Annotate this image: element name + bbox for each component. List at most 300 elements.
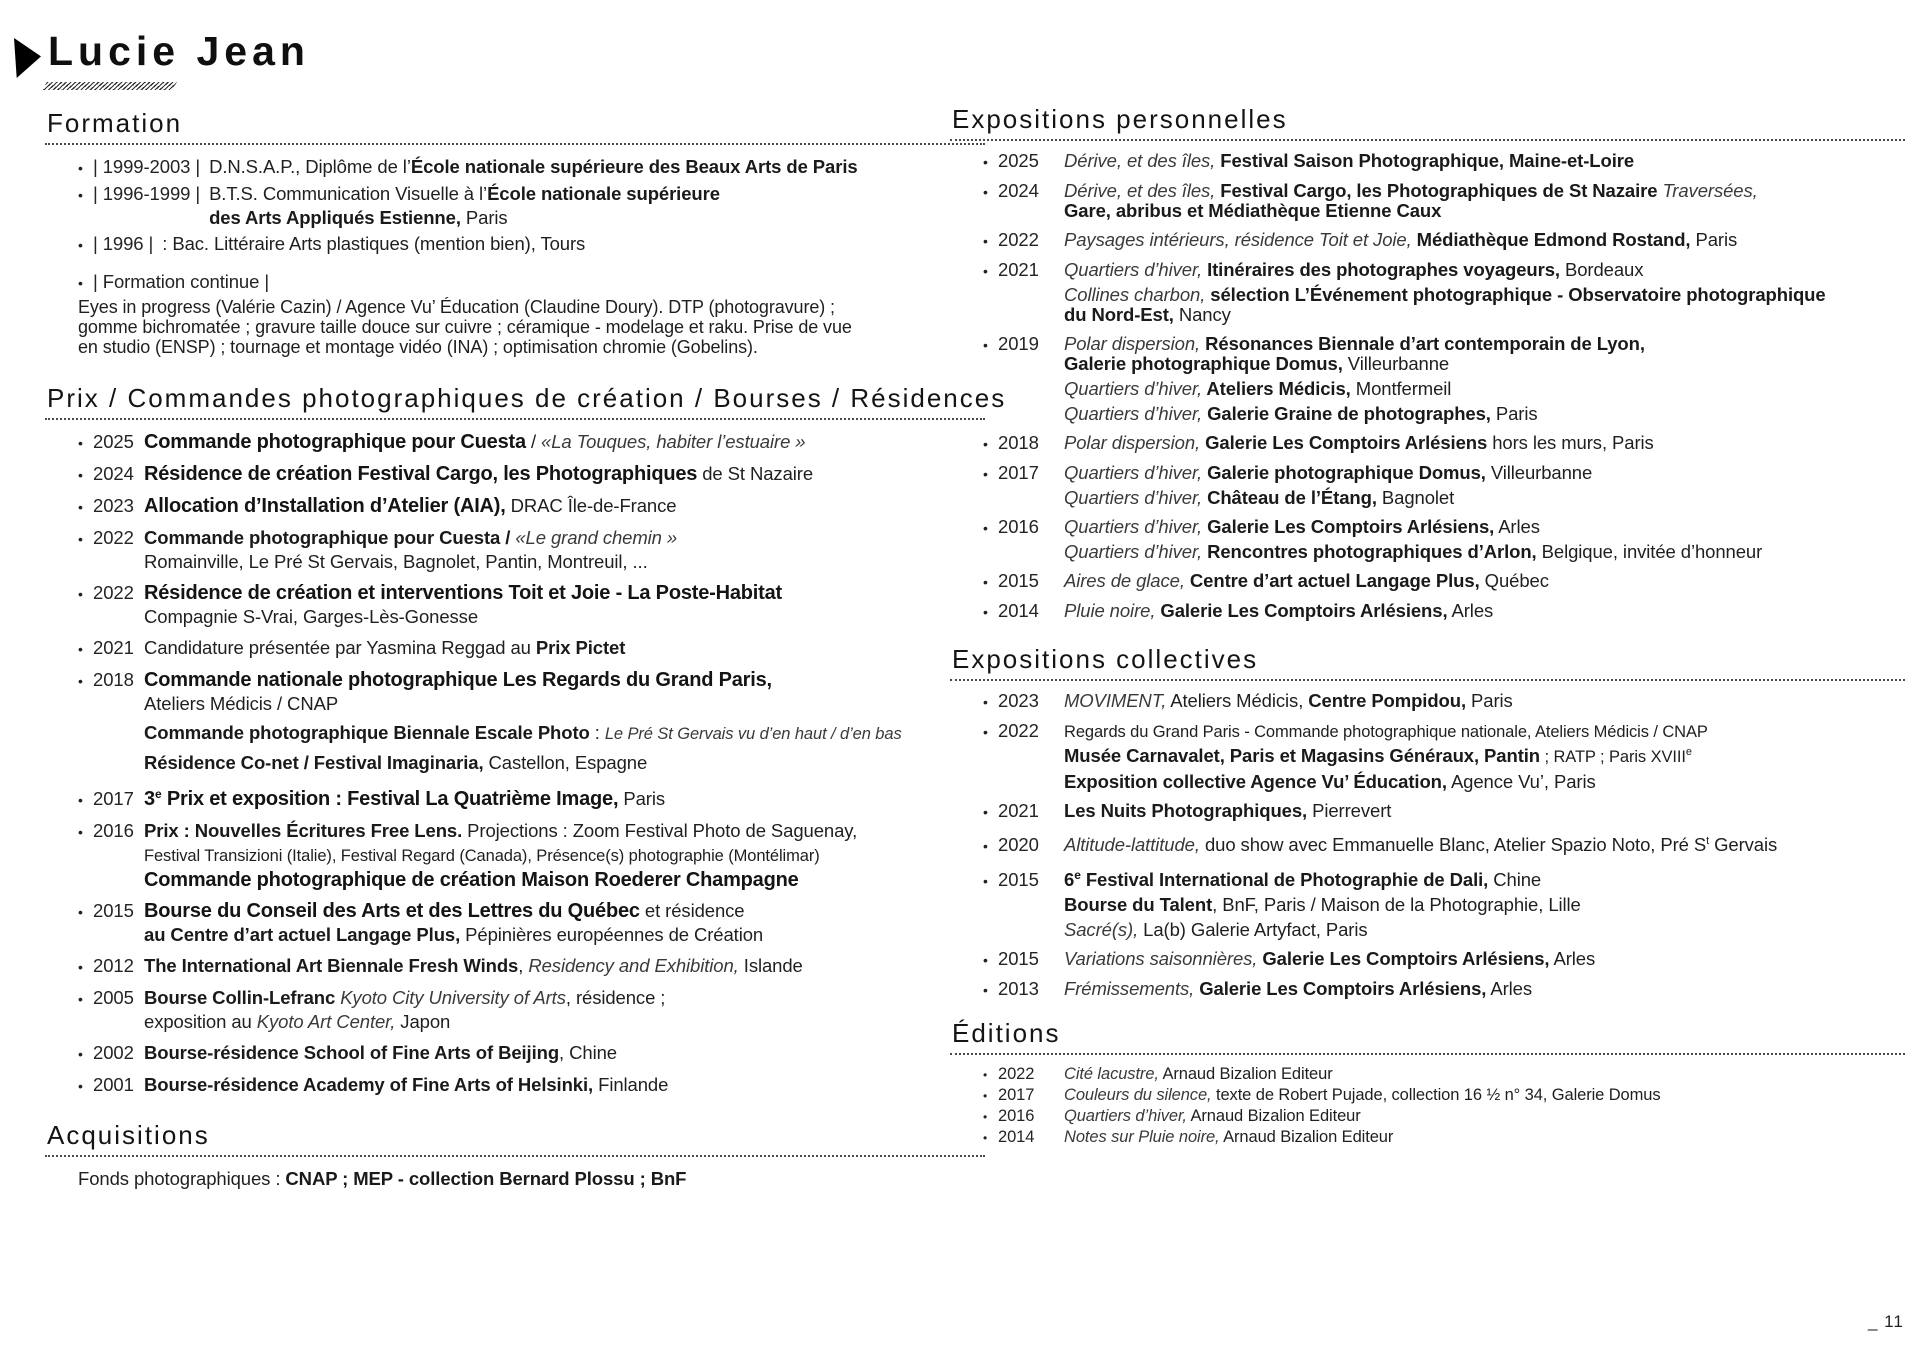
entry-year: 2023 [93, 495, 134, 516]
text-segment: Belgique, invitée d’honneur [1536, 541, 1763, 562]
entry-row [983, 181, 1905, 221]
entry-row [983, 865, 1905, 940]
entry-text [1064, 334, 1645, 424]
entry-text [1064, 691, 1513, 711]
entry-text [78, 1167, 985, 1191]
text-segment: Galerie Les Comptoirs Arlésiens, [1202, 516, 1495, 537]
entry-text [209, 155, 858, 179]
bullet-icon: • [78, 237, 83, 253]
entry-row [983, 433, 1905, 454]
entry-row [983, 1065, 1905, 1085]
text-segment: Nancy [1173, 304, 1231, 325]
entry-text [144, 1041, 617, 1065]
formation-list [45, 155, 985, 357]
text-segment: DRAC Île-de-France [505, 495, 677, 516]
text-segment: de St Nazaire [697, 463, 814, 484]
entry-row [78, 1073, 985, 1098]
bullet-icon: • [78, 673, 83, 689]
section-title-formation: Formation [45, 108, 985, 145]
bullet-icon: • [983, 838, 988, 855]
bullet-icon: • [983, 263, 988, 279]
text-segment: Galerie Graine de photographes, [1202, 403, 1491, 424]
text-segment: Quartiers d’hiver, [1064, 403, 1203, 424]
text-segment: Polar dispersion, [1064, 432, 1201, 453]
entry-row [78, 899, 985, 947]
entry-year: 2018 [998, 432, 1039, 453]
entry-row [78, 819, 985, 892]
text-segment: sélection L’Événement photographique - Observatoire photographique [1205, 284, 1826, 305]
entry-year: 2021 [998, 800, 1039, 822]
person-name: Lucie Jean [48, 28, 310, 74]
text-segment: Gervais [1709, 834, 1778, 856]
text-segment: , BnF, Paris / Maison de la Photographie, Lille [1212, 894, 1581, 916]
entry-row [78, 182, 985, 230]
text-segment: Quartiers d’hiver, [1064, 487, 1203, 508]
text-segment: Sacré(s), [1064, 919, 1139, 941]
entry-text [209, 182, 720, 230]
header [48, 28, 310, 90]
section-expositions-personnelles [950, 104, 1905, 622]
text-segment: Arnaud Bizalion Editeur [1158, 1065, 1333, 1084]
entry-text [1064, 979, 1532, 999]
text-segment: Médiathèque Edmond Rostand, [1411, 229, 1691, 250]
bullet-icon: • [983, 154, 988, 170]
hatch-divider [42, 82, 177, 90]
text-segment: Montfermeil [1350, 378, 1452, 399]
text-segment: Le Pré St Gervais vu d’en haut / d’en bas [604, 725, 902, 743]
text-segment: en studio (ENSP) ; tournage et montage vidéo (INA) ; optimisation chromie (Gobelins). [78, 337, 758, 357]
text-segment: Kyoto Art Center, [256, 1011, 396, 1033]
entry-text [144, 636, 625, 660]
bullet-icon: • [983, 466, 988, 482]
right-column [950, 104, 1905, 1149]
text-segment: Commande nationale photographique Les Regards du Grand Paris, [144, 669, 772, 691]
text-segment: , Chine [559, 1042, 617, 1064]
editions-list [950, 1065, 1905, 1148]
entry-row [983, 1107, 1905, 1127]
text-segment: Arles [1486, 978, 1532, 1000]
entry-row [78, 270, 985, 295]
text-segment: Japon [395, 1011, 451, 1033]
text-segment: «La Touques, habiter l’estuaire » [541, 431, 806, 452]
text-segment: Polar dispersion, [1064, 333, 1201, 354]
bullet-icon: • [78, 531, 83, 547]
entry-row [983, 1128, 1905, 1148]
entry-row [78, 462, 985, 487]
text-segment: Arles [1549, 948, 1596, 970]
bullet-icon: • [983, 436, 988, 452]
bullet-icon: • [983, 952, 988, 969]
bullet-icon: • [983, 233, 988, 249]
text-segment: : [589, 722, 605, 743]
entry-text [1064, 517, 1762, 562]
text-segment: ; RATP ; Paris XVIII [1540, 748, 1686, 767]
entry-text [144, 494, 676, 518]
text-segment: Commande photographique Biennale Escale Photo [144, 722, 590, 743]
entry-text [1064, 230, 1737, 250]
text-segment: Villeurbanne [1485, 462, 1593, 483]
bullet-icon: • [78, 586, 83, 602]
text-segment: Galerie Les Comptoirs Arlésiens, [1257, 948, 1550, 970]
bullet-icon: • [78, 824, 83, 841]
bullet-icon: • [78, 641, 83, 657]
text-segment: : Bac. Littéraire Arts plastiques (mention bien), Tours [162, 233, 586, 254]
text-segment: e [154, 787, 162, 801]
bullet-icon: • [983, 724, 988, 740]
text-segment: gomme bichromatée ; gravure taille douce sur cuivre ; céramique - modelage et raku. Prise de vue [78, 317, 852, 337]
entry-period: | 1999-2003 | [93, 156, 201, 177]
text-segment: Variations saisonnières, [1064, 948, 1258, 970]
text-segment: Paris [618, 788, 666, 810]
entry-text [144, 986, 665, 1034]
entry-row [78, 581, 985, 629]
text-segment: Cité lacustre, [1064, 1065, 1159, 1084]
bullet-icon: • [983, 982, 988, 999]
entry-text [1064, 151, 1634, 171]
entry-row [78, 986, 985, 1034]
entry-row [983, 517, 1905, 562]
text-segment: Prix Pictet [535, 637, 626, 658]
entry-period: | Formation continue | [93, 271, 270, 292]
text-segment: Résidence Co-net / Festival Imaginaria, [144, 752, 484, 773]
text-segment: Rencontres photographiques d’Arlon, [1202, 541, 1537, 562]
text-segment: Pépinières européennes de Création [460, 924, 764, 946]
text-segment: Compagnie S-Vrai, Garges-Lès-Gonesse [144, 606, 479, 627]
entry-year: 2022 [998, 1065, 1035, 1084]
entry-text [1064, 801, 1391, 821]
bullet-icon: • [78, 792, 83, 809]
section-acquisitions [45, 1120, 985, 1191]
entry-year: 2017 [93, 788, 134, 810]
entry-year: 2024 [998, 180, 1039, 201]
text-segment: La(b) Galerie Artyfact, Paris [1138, 919, 1368, 941]
text-segment: Résonances Biennale d’art contemporain de Lyon, [1200, 333, 1645, 354]
entry-period: | 1996 | [93, 233, 154, 254]
text-segment: Les Nuits Photographiques, [1064, 800, 1308, 822]
entry-row [78, 297, 985, 357]
entry-row [983, 571, 1905, 592]
text-segment: Quartiers d’hiver, [1064, 1107, 1187, 1126]
entry-row [983, 949, 1905, 970]
bullet-icon: • [78, 187, 83, 203]
entry-row [78, 430, 985, 455]
bullet-icon: • [983, 184, 988, 200]
text-segment: Quartiers d’hiver, [1064, 462, 1203, 483]
entry-year: 2021 [998, 259, 1039, 280]
section-title-editions: Éditions [950, 1018, 1905, 1055]
entry-text [1064, 865, 1581, 940]
text-segment: Dérive, et des îles, [1064, 150, 1216, 171]
text-segment: Quartiers d’hiver, [1064, 259, 1203, 280]
text-segment: Bourse du Talent [1064, 894, 1213, 916]
entry-year: 2014 [998, 1128, 1035, 1147]
bullet-icon: • [983, 1068, 988, 1083]
entry-year: 2014 [998, 600, 1039, 621]
text-segment: Commande photographique pour Cuesta [144, 431, 526, 453]
entry-text [1064, 1086, 1661, 1105]
text-segment: Couleurs du silence, [1064, 1086, 1212, 1105]
text-segment: Aires de glace, [1064, 570, 1185, 591]
entry-row [78, 636, 985, 661]
entry-row [78, 526, 985, 574]
text-segment: Quartiers d’hiver, [1064, 516, 1203, 537]
text-segment: et résidence [639, 900, 745, 922]
text-segment: Kyoto City University of Arts [340, 987, 566, 1009]
text-segment: École nationale supérieure des Beaux Arts de Paris [410, 156, 858, 177]
text-segment: Commande photographique de création Maison Roederer Champagne [144, 869, 799, 892]
entry-year: 2001 [93, 1074, 134, 1096]
paragraph-gap [144, 716, 902, 721]
text-segment: Candidature présentée par Yasmina Reggad au [144, 637, 536, 658]
entry-row [983, 334, 1905, 424]
text-segment: Finlande [593, 1074, 669, 1096]
bullet-icon: • [78, 160, 83, 176]
text-segment: 3 [144, 788, 155, 811]
text-segment: Québec [1479, 570, 1549, 591]
entry-text [1064, 260, 1826, 325]
entry-text [144, 782, 665, 811]
text-segment: MOVIMENT, [1064, 690, 1167, 711]
section-title-expositions-collectives: Expositions collectives [950, 644, 1905, 681]
text-segment: Festival Transizioni (Italie), Festival Regard (Canada), Présence(s) photographie (Montélimar) [144, 847, 820, 866]
text-segment: Bourse du Conseil des Arts et des Lettres du Québec [144, 900, 640, 923]
entry-row [983, 801, 1905, 822]
text-segment: exposition au [144, 1011, 257, 1033]
entry-text [1064, 181, 1758, 221]
text-segment: Festival International de Photographie de Dali, [1080, 869, 1489, 891]
bullet-icon: • [983, 574, 988, 590]
text-segment: Collines charbon, [1064, 284, 1206, 305]
entry-row [78, 668, 985, 775]
entry-year: 2016 [93, 820, 134, 842]
text-segment: , [518, 955, 529, 977]
entry-year: 2015 [93, 900, 134, 922]
expositions-collectives-list [950, 691, 1905, 1000]
text-segment: Galerie Les Comptoirs Arlésiens, [1194, 978, 1487, 1000]
entry-year: 2018 [93, 669, 134, 690]
text-segment: Eyes in progress (Valérie Cazin) / Agence Vu’ Éducation (Claudine Doury). DTP (photogravure) ; [78, 297, 835, 317]
text-segment: Ateliers Médicis, [1166, 690, 1309, 711]
text-segment: Ateliers Médicis, [1202, 378, 1351, 399]
entry-row [983, 979, 1905, 1000]
text-segment: Centre d’art actuel Langage Plus, [1184, 570, 1480, 591]
text-segment: Commande photographique pour Cuesta / [144, 527, 516, 548]
entry-text [144, 1073, 668, 1097]
entry-text [144, 430, 806, 454]
entry-text [144, 526, 677, 574]
entry-text [144, 581, 782, 629]
text-segment: École nationale supérieure [487, 183, 720, 204]
text-segment: Bagnolet [1376, 487, 1455, 508]
text-segment: D.N.S.A.P., Diplôme de l’ [209, 156, 411, 177]
section-editions [950, 1018, 1905, 1148]
text-segment: Romainville, Le Pré St Gervais, Bagnolet, Pantin, Montreuil, ... [144, 551, 648, 572]
entry-text [1064, 1107, 1361, 1126]
text-segment: Musée Carnavalet, Paris et Magasins Généraux, Pantin [1064, 745, 1540, 767]
entry-row [78, 155, 985, 180]
text-segment: Bourse-résidence Academy of Fine Arts of Helsinki, [144, 1074, 594, 1096]
bullet-icon: • [983, 694, 988, 710]
entry-text [144, 668, 902, 775]
text-segment: Chine [1488, 869, 1542, 891]
text-segment: Paris [1466, 690, 1513, 711]
text-segment: Bourse Collin-Lefranc [144, 987, 341, 1009]
text-segment: CNAP ; MEP - collection Bernard Plossu ; BnF [285, 1168, 687, 1190]
text-segment: Paysages intérieurs, résidence Toit et Joie, [1064, 229, 1412, 250]
text-segment: Festival Cargo, les Photographiques de St Nazaire [1215, 180, 1658, 201]
text-segment: au Centre d’art actuel Langage Plus, [144, 924, 461, 946]
entry-row [983, 151, 1905, 172]
entry-year: 2015 [998, 869, 1039, 891]
section-formation [45, 108, 985, 357]
text-segment: Fonds photographiques : [78, 1168, 286, 1190]
text-segment: Festival Saison Photographique, Maine-et-Loire [1215, 150, 1635, 171]
section-title-expositions-personnelles: Expositions personnelles [950, 104, 1905, 141]
text-segment: Frémissements, [1064, 978, 1195, 1000]
text-segment: Paris [1690, 229, 1738, 250]
bullet-icon: • [78, 904, 83, 921]
text-segment: Arles [1447, 600, 1494, 621]
bullet-icon: • [78, 499, 83, 515]
text-segment: Dérive, et des îles, [1064, 180, 1216, 201]
entry-row [983, 691, 1905, 712]
entry-year: 2022 [998, 229, 1039, 250]
text-segment: Altitude-lattitude, [1064, 834, 1200, 856]
entry-row [78, 232, 985, 257]
entry-text [1064, 831, 1777, 855]
text-segment: Residency and Exhibition, [528, 955, 739, 977]
entry-row [983, 831, 1905, 856]
text-segment: Paris [1490, 403, 1538, 424]
bullet-icon: • [983, 1110, 988, 1125]
text-segment: Pierrevert [1307, 800, 1392, 822]
text-segment: Bordeaux [1559, 259, 1644, 280]
entry-row [983, 260, 1905, 325]
text-segment: Centre Pompidou, [1308, 690, 1466, 711]
entry-text [144, 462, 813, 486]
text-segment: Projections : Zoom Festival Photo de Saguenay, [462, 820, 858, 842]
text-segment: t [1706, 835, 1710, 848]
entry-text [1064, 949, 1595, 969]
text-segment: Traversées, [1657, 180, 1758, 201]
entry-text [1064, 433, 1654, 453]
entry-row [78, 954, 985, 979]
entry-year: 2002 [93, 1042, 134, 1064]
entry-row [983, 601, 1905, 622]
text-segment: duo show avec Emmanuelle Blanc, Atelier Spazio Noto, Pré S [1199, 834, 1707, 856]
entry-year: 2020 [998, 834, 1039, 856]
text-segment: Allocation d’Installation d’Atelier (AIA), [144, 495, 506, 517]
bullet-icon: • [78, 959, 83, 976]
text-segment: «Le grand chemin » [515, 527, 678, 548]
entry-year: 2015 [998, 948, 1039, 970]
text-segment: Ateliers Médicis / CNAP [144, 693, 339, 714]
text-segment: Villeurbanne [1342, 353, 1450, 374]
text-segment: hors les murs, Paris [1487, 432, 1654, 453]
text-segment: Itinéraires des photographes voyageurs, [1202, 259, 1560, 280]
bullet-icon: • [78, 1078, 83, 1095]
text-segment: e [1685, 746, 1692, 758]
entry-row [983, 230, 1905, 251]
acquisitions-list [45, 1167, 985, 1191]
text-segment: du Nord-Est, [1064, 304, 1174, 325]
entry-text [1064, 721, 1708, 792]
entry-year: 2005 [93, 987, 134, 1009]
text-segment: Résidence de création et interventions Toit et Joie - La Poste-Habitat [144, 582, 782, 604]
entry-text [144, 819, 857, 892]
text-segment: Galerie photographique Domus, [1064, 353, 1343, 374]
entry-year: 2013 [998, 978, 1039, 1000]
entry-row [78, 494, 985, 519]
entry-year: 2024 [93, 463, 134, 484]
text-segment: Pluie noire, [1064, 600, 1156, 621]
text-segment: Bourse-résidence School of Fine Arts of Beijing [144, 1042, 560, 1064]
bullet-icon: • [983, 337, 988, 353]
entry-row [78, 782, 985, 812]
text-segment: 6 [1064, 869, 1075, 891]
text-segment: texte de Robert Pujade, collection 16 ½ n° 34, Galerie Domus [1211, 1086, 1661, 1105]
text-segment: Notes sur Pluie noire, [1064, 1128, 1220, 1147]
text-segment: The International Art Biennale Fresh Winds [144, 955, 519, 977]
text-segment: , résidence ; [565, 987, 666, 1009]
entry-text [1064, 1128, 1393, 1147]
entry-text [144, 899, 763, 947]
text-segment: Islande [738, 955, 803, 977]
text-segment: Quartiers d’hiver, [1064, 541, 1203, 562]
text-segment: Agence Vu’, Paris [1446, 771, 1596, 793]
entry-year: 2019 [998, 333, 1039, 354]
text-segment: e [1074, 868, 1081, 883]
expositions-personnelles-list [950, 151, 1905, 622]
text-segment: Arles [1494, 516, 1540, 537]
bullet-icon: • [78, 1046, 83, 1063]
entry-row [983, 463, 1905, 508]
entry-year: 2016 [998, 1107, 1035, 1126]
text-segment: Arnaud Bizalion Editeur [1219, 1128, 1394, 1147]
entry-year: 2023 [998, 690, 1039, 711]
text-segment: Prix : Nouvelles Écritures Free Lens. [144, 820, 463, 842]
entry-year: 2017 [998, 1086, 1035, 1105]
entry-period: | 1996-1999 | [93, 183, 201, 204]
text-segment: / [525, 431, 542, 452]
bullet-icon: • [78, 991, 83, 1008]
paragraph-gap [144, 746, 902, 751]
entry-text [1064, 571, 1549, 591]
entry-year: 2022 [93, 582, 134, 603]
section-expositions-collectives [950, 644, 1905, 1000]
text-segment: Castellon, Espagne [483, 752, 648, 773]
bullet-icon: • [983, 520, 988, 536]
text-segment: Prix et exposition : Festival La Quatrième Image, [161, 788, 619, 811]
entry-text [1064, 601, 1493, 621]
entry-year: 2017 [998, 462, 1039, 483]
entry-year: 2015 [998, 570, 1039, 591]
entry-text [144, 954, 803, 978]
section-title-acquisitions: Acquisitions [45, 1120, 985, 1157]
entry-year: 2025 [93, 431, 134, 452]
text-segment: Exposition collective Agence Vu’ Éducation, [1064, 771, 1447, 793]
entry-year: 2025 [998, 150, 1039, 171]
entry-row [983, 721, 1905, 792]
text-segment: Paris [460, 207, 508, 228]
entry-year: 2021 [93, 637, 134, 658]
entry-year: 2016 [998, 516, 1039, 537]
text-segment: Regards du Grand Paris - Commande photographique nationale, Ateliers Médicis / CNAP [1064, 723, 1708, 741]
text-segment: Quartiers d’hiver, [1064, 378, 1203, 399]
text-segment: des Arts Appliqués Estienne, [209, 207, 461, 228]
entry-row [983, 1086, 1905, 1106]
section-title-prix: Prix / Commandes photographiques de création / Bourses / Résidences [45, 383, 985, 420]
